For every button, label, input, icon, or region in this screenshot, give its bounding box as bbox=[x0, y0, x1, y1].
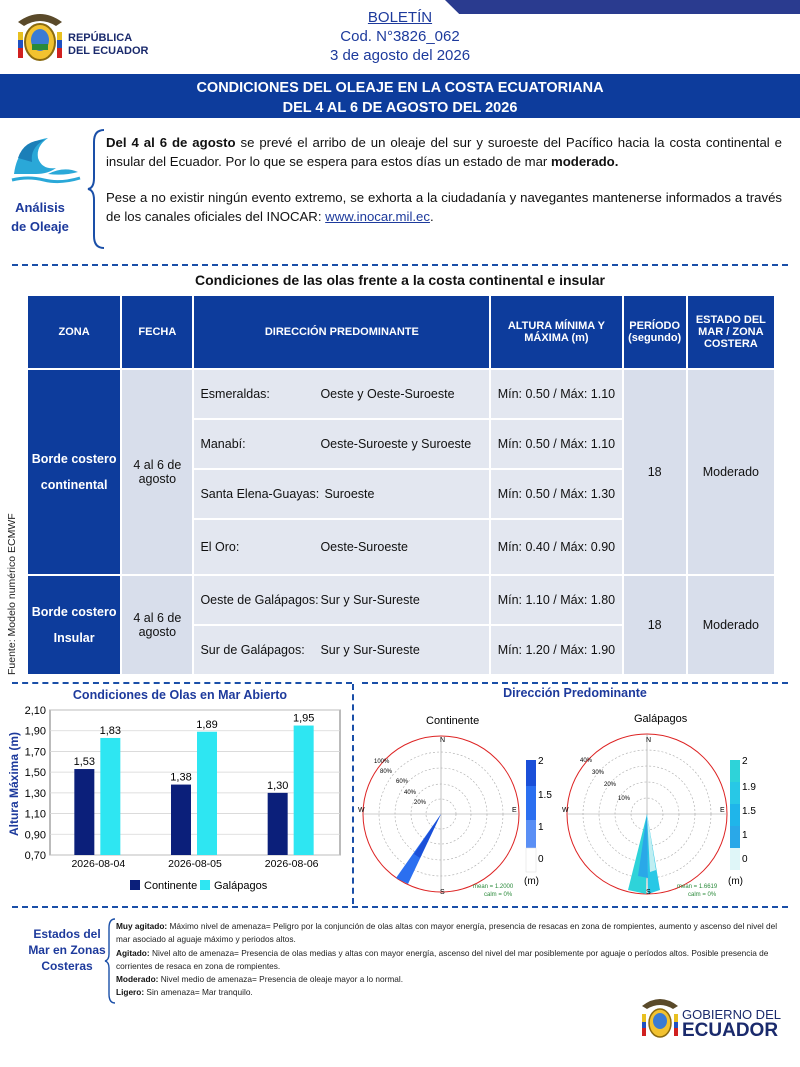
y-tick-label: 1,30 bbox=[24, 787, 46, 800]
period-cell: 18 bbox=[624, 576, 686, 674]
table-row bbox=[28, 576, 774, 624]
direction-value: Sur y Sur-Sureste bbox=[320, 643, 420, 657]
title-line-2: DEL 4 AL 6 DE AGOSTO DEL 2026 bbox=[282, 100, 518, 116]
rose-calm: calm = 0% bbox=[484, 892, 513, 898]
wave-conditions-table bbox=[26, 294, 776, 676]
state-item bbox=[116, 973, 786, 986]
scale-label: 1 bbox=[742, 830, 748, 841]
header-date: FECHA bbox=[122, 296, 192, 368]
y-tick-label: 1,50 bbox=[24, 767, 46, 780]
period-cell: 18 bbox=[624, 370, 686, 574]
rose-label-continente: Continente bbox=[426, 715, 480, 727]
bar-continente bbox=[268, 793, 288, 855]
x-tick-label: 2026-08-05 bbox=[168, 858, 222, 870]
states-label-line-2: Mar en Zonas bbox=[28, 943, 106, 957]
data-label: 1,89 bbox=[196, 718, 218, 731]
header-sea-state: ESTADO DEL MAR / ZONA COSTERA bbox=[688, 296, 774, 368]
place-name: Manabí: bbox=[200, 437, 246, 451]
analysis-p1-text: se prevé el arribo de un oleaje del sur y suroeste del Pacífico hacia la costa continental e insular del Ecuador. Por lo que se espera para estos días un estado de mar bbox=[106, 135, 782, 169]
ring-label: 80% bbox=[380, 769, 393, 775]
date-cell: 4 al 6 de agosto bbox=[122, 370, 192, 574]
states-description bbox=[116, 920, 786, 1000]
bulletin-label: BOLETÍN bbox=[367, 9, 433, 26]
rose-mean: mean = 1.6619 bbox=[677, 884, 718, 890]
states-brace-decoration bbox=[104, 918, 116, 1004]
sea-state-cell: Moderado bbox=[688, 370, 774, 574]
data-label: 1,83 bbox=[99, 724, 122, 737]
place-name: Oeste de Galápagos: bbox=[200, 593, 319, 607]
ring-label: 20% bbox=[414, 800, 427, 806]
height-cell: Mín: 1.20 / Máx: 1.90 bbox=[491, 626, 621, 674]
scale-bar bbox=[730, 848, 740, 870]
bar-chart bbox=[0, 700, 352, 900]
y-tick-label: 1,90 bbox=[24, 725, 46, 738]
zone-cell: Borde costero continental bbox=[28, 370, 120, 574]
x-tick-label: 2026-08-06 bbox=[264, 858, 319, 870]
place-name: Santa Elena-Guayas: bbox=[200, 487, 320, 501]
wind-rose-continente bbox=[356, 706, 556, 902]
place-name: El Oro: bbox=[200, 540, 240, 554]
table-row bbox=[28, 370, 774, 418]
compass-n: N bbox=[646, 737, 652, 744]
scale-bar bbox=[526, 848, 536, 872]
bar-chart-title: Condiciones de Olas en Mar Abierto bbox=[72, 688, 288, 702]
direction-cell bbox=[194, 520, 489, 574]
compass-w: W bbox=[358, 807, 365, 814]
state-text: Máximo nivel de amenaza= Peligro por la conjunción de olas altas con mayor energía, presencia de resacas en zona de rompientes, aumento y ascenso del nivel del mar asociado al aguaje máximo y periodos altos. bbox=[116, 921, 778, 945]
state-item bbox=[116, 920, 786, 947]
scale-label: 1.5 bbox=[742, 806, 756, 817]
scale-label: 1 bbox=[538, 822, 544, 833]
table-header-row bbox=[28, 296, 774, 368]
states-label-line-1: Estados del bbox=[33, 927, 101, 941]
direction-cell bbox=[194, 470, 489, 518]
scale-label: 0 bbox=[538, 854, 544, 865]
analysis-sea-state: moderado. bbox=[550, 154, 619, 169]
direction-cell bbox=[194, 576, 489, 624]
direction-chart-title: Dirección Predominante bbox=[503, 686, 647, 700]
chart-divider-left bbox=[12, 682, 352, 684]
date-cell: 4 al 6 de agosto bbox=[122, 576, 192, 674]
compass-w: W bbox=[562, 807, 569, 814]
states-label bbox=[22, 926, 112, 974]
y-tick-label: 0,90 bbox=[24, 829, 46, 842]
ring-label: 60% bbox=[396, 779, 409, 785]
data-source-note: Fuente: Modelo numérico ECMWF bbox=[6, 513, 18, 675]
direction-cell bbox=[194, 420, 489, 468]
state-item bbox=[116, 947, 786, 974]
state-name: Moderado: bbox=[116, 974, 159, 985]
direction-value: Oeste y Oeste-Suroeste bbox=[320, 387, 455, 401]
scale-bar bbox=[526, 760, 536, 786]
bulletin-code: Cod. N°3826_062 bbox=[340, 28, 460, 45]
y-tick-label: 1,10 bbox=[24, 808, 46, 821]
scale-bar bbox=[730, 804, 740, 826]
legend-swatch-galapagos bbox=[200, 880, 210, 890]
scale-label: 0 bbox=[742, 854, 748, 865]
data-label: 1,30 bbox=[266, 779, 289, 792]
height-cell: Mín: 0.50 / Máx: 1.30 bbox=[491, 470, 621, 518]
legend-swatch-continente bbox=[130, 880, 140, 890]
ring-label: 100% bbox=[374, 759, 390, 765]
scale-unit: (m) bbox=[524, 876, 539, 887]
government-coat-of-arms-logo bbox=[640, 996, 680, 1042]
header-period: PERÍODO (segundo) bbox=[624, 296, 686, 368]
rose-mean: mean = 1.2000 bbox=[473, 884, 514, 890]
height-cell: Mín: 0.40 / Máx: 0.90 bbox=[491, 520, 621, 574]
wind-rose-galapagos bbox=[558, 706, 778, 902]
bar-galpagos bbox=[294, 726, 314, 855]
state-text: Nivel alto de amenaza= Presencia de olas medias y altas con mayor energía, ascenso del nivel del mar posiblemente por aguaje o períodos altos. Posible presencia de corrientes de resaca en zona de rompientes. bbox=[116, 947, 769, 971]
direction-value: Oeste-Suroeste bbox=[320, 540, 408, 554]
zone-cell: Borde costero Insular bbox=[28, 576, 120, 674]
scale-bar bbox=[526, 786, 536, 820]
rose-label-galapagos: Galápagos bbox=[634, 713, 688, 725]
analysis-label bbox=[6, 198, 74, 236]
x-tick-label: 2026-08-04 bbox=[71, 858, 126, 870]
state-name: Ligero: bbox=[116, 987, 145, 998]
bar-continente bbox=[171, 785, 191, 855]
header-direction: DIRECCIÓN PREDOMINANTE bbox=[194, 296, 489, 368]
state-name: Agitado: bbox=[116, 947, 150, 958]
rose-calm: calm = 0% bbox=[688, 892, 717, 898]
header-zone: ZONA bbox=[28, 296, 120, 368]
direction-cell bbox=[194, 626, 489, 674]
compass-e: E bbox=[512, 807, 517, 814]
y-tick-label: 2,10 bbox=[24, 705, 46, 717]
ring-label: 40% bbox=[404, 790, 417, 796]
scale-bar bbox=[730, 782, 740, 804]
state-name: Muy agitado: bbox=[116, 921, 168, 931]
government-logo-text bbox=[682, 1007, 781, 1039]
data-label: 1,95 bbox=[292, 712, 315, 725]
wave-icon bbox=[8, 128, 84, 190]
analysis-label-line-1: Análisis bbox=[15, 200, 65, 215]
page-title bbox=[0, 74, 800, 118]
direction-value: Suroeste bbox=[324, 487, 375, 501]
data-label: 1,38 bbox=[170, 771, 192, 784]
height-cell: Mín: 1.10 / Máx: 1.80 bbox=[491, 576, 621, 624]
analysis-paragraph-1 bbox=[106, 133, 782, 171]
section-divider bbox=[12, 264, 788, 266]
republic-logo-text bbox=[68, 32, 148, 58]
compass-s: S bbox=[440, 889, 445, 896]
bulletin-date: 3 de agosto del 2026 bbox=[329, 47, 471, 64]
place-name: Esmeraldas: bbox=[200, 387, 270, 401]
analysis-p2-end: . bbox=[429, 209, 434, 224]
gov-line-2: ECUADOR bbox=[682, 1020, 779, 1041]
analysis-label-line-2: de Oleaje bbox=[11, 219, 69, 234]
scale-unit: (m) bbox=[728, 876, 743, 887]
bar-galpagos bbox=[197, 732, 217, 855]
state-text: Nivel medio de amenaza= Presencia de oleaje mayor a lo normal. bbox=[158, 974, 404, 985]
height-cell: Mín: 0.50 / Máx: 1.10 bbox=[491, 370, 621, 418]
header-height: ALTURA MÍNIMA Y MÁXIMA (m) bbox=[491, 296, 621, 368]
curly-brace-decoration bbox=[86, 128, 106, 250]
chart-legend bbox=[130, 880, 268, 892]
compass-e: E bbox=[720, 807, 725, 814]
legend-label-galapagos: Galápagos bbox=[214, 880, 268, 892]
ring-label: 40% bbox=[580, 758, 593, 764]
ring-label: 30% bbox=[592, 770, 605, 776]
scale-bar bbox=[730, 760, 740, 782]
title-line-1: CONDICIONES DEL OLEAJE EN LA COSTA ECUATORIANA bbox=[196, 80, 604, 96]
compass-s: S bbox=[646, 889, 651, 896]
analysis-dates: Del 4 al 6 de agosto bbox=[106, 135, 236, 150]
states-label-line-3: Costeras bbox=[41, 959, 93, 973]
direction-value: Oeste-Suroeste y Suroeste bbox=[320, 437, 472, 451]
bar-continente bbox=[74, 769, 94, 855]
sea-state-cell: Moderado bbox=[688, 576, 774, 674]
compass-n: N bbox=[440, 737, 446, 744]
logo-line-1: REPÚBLICA bbox=[68, 32, 133, 44]
table-title: Condiciones de las olas frente a la costa continental e insular bbox=[194, 272, 605, 288]
bar-galpagos bbox=[100, 738, 120, 855]
ring-label: 10% bbox=[618, 796, 631, 802]
states-divider bbox=[12, 906, 788, 908]
analysis-text bbox=[106, 133, 782, 243]
place-name: Sur de Galápagos: bbox=[200, 643, 305, 657]
y-axis-label: Altura Máxima (m) bbox=[7, 731, 21, 837]
bulletin-header bbox=[300, 8, 500, 65]
direction-value: Sur y Sur-Sureste bbox=[320, 593, 420, 607]
ecuador-coat-of-arms-logo bbox=[14, 10, 66, 66]
height-cell: Mín: 0.50 / Máx: 1.10 bbox=[491, 420, 621, 468]
scale-label: 1.9 bbox=[742, 782, 756, 793]
state-item bbox=[116, 986, 786, 999]
y-tick-label: 1,70 bbox=[24, 746, 46, 759]
ring-label: 20% bbox=[604, 782, 617, 788]
scale-bar bbox=[730, 826, 740, 848]
scale-bar bbox=[526, 820, 536, 848]
gov-line-1: GOBIERNO DEL bbox=[682, 1007, 781, 1022]
direction-cell bbox=[194, 370, 489, 418]
analysis-p2-text: Pese a no existir ningún evento extremo, se exhorta a la ciudadanía y navegantes mantenerse informados a través de los canales oficiales del INOCAR: bbox=[106, 190, 782, 224]
logo-line-2: DEL ECUADOR bbox=[68, 45, 149, 57]
inocar-link[interactable]: www.inocar.mil.ec bbox=[325, 209, 430, 224]
legend-label-continente: Continente bbox=[144, 880, 198, 892]
scale-label: 1.5 bbox=[538, 790, 552, 801]
data-label: 1,53 bbox=[73, 756, 96, 769]
state-text: Sin amenaza= Mar tranquilo. bbox=[144, 987, 253, 998]
analysis-paragraph-2 bbox=[106, 188, 782, 226]
y-tick-label: 0,70 bbox=[24, 850, 46, 862]
scale-label: 2 bbox=[538, 756, 544, 767]
chart-vertical-divider bbox=[352, 684, 354, 904]
rose-petal-sse bbox=[647, 814, 660, 894]
chart-divider-right bbox=[362, 682, 788, 684]
scale-label: 2 bbox=[742, 756, 748, 767]
